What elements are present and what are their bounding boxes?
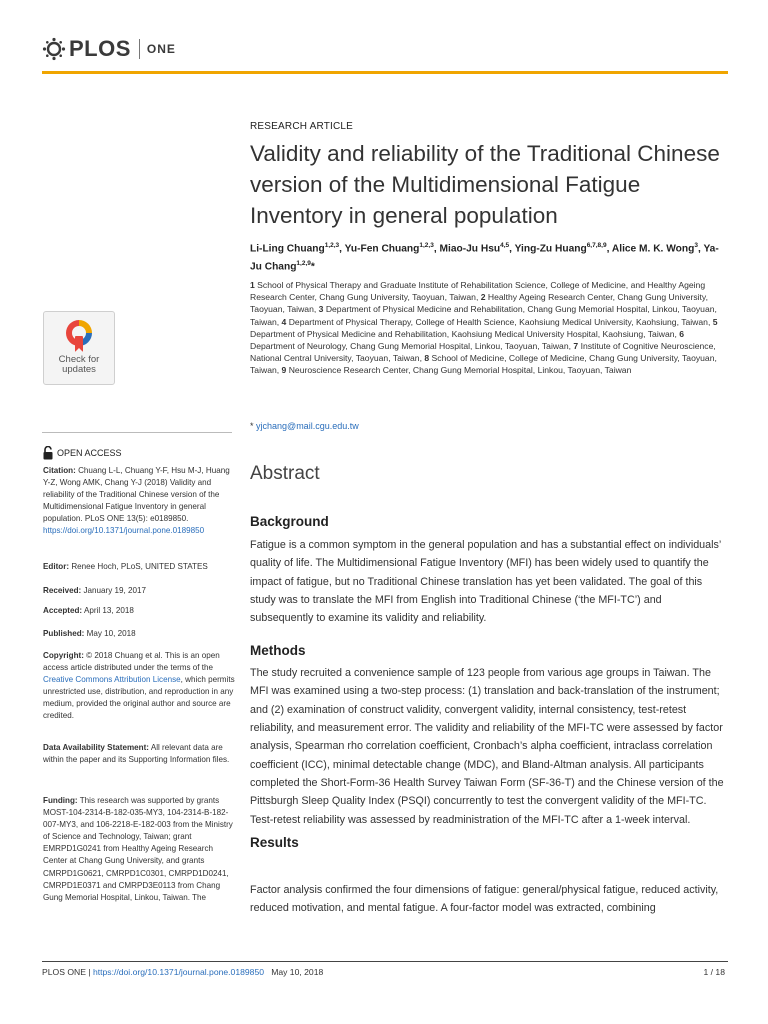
footer-citation: [42, 967, 323, 977]
header-rule: [42, 71, 728, 74]
data-availability-label: Data Availability Statement:: [43, 743, 149, 752]
author-name[interactable]: Ya-Ju Chang: [250, 243, 719, 273]
author-name[interactable]: Yu-Fen Chuang: [344, 243, 420, 255]
logo-divider: [139, 39, 140, 59]
author-list: Li-Ling Chuang$^{1,2,3}$, Yu-Fen Chuang$^{1,2,3}$, Miao-Ju Hsu$^{4,5}$, Ying-Zu Huang$^{6,7,8,9}$, Alice M. K. Wong$^3$, Ya-Ju Chang$^{1,2,9}$*: [250, 242, 719, 273]
citation-doi-link[interactable]: https://doi.org/10.1371/journal.pone.0189850: [43, 526, 205, 536]
received-label: Received:: [43, 586, 82, 595]
plos-logo-mark: [42, 36, 131, 62]
data-availability-text: All relevant data are within the paper and its Supporting Information files.: [43, 743, 230, 765]
citation-label: Citation:: [43, 466, 76, 475]
results-text: Factor analysis confirmed the four dimensions of fatigue: general/physical fatigue, reduced activity, reduced motivation, and mental fatigue. A four-factor model was extracted, combining: [250, 884, 719, 915]
affil-num: 7: [573, 341, 579, 352]
abstract-heading: Abstract: [250, 463, 320, 484]
author-name[interactable]: Ying-Zu Huang: [514, 243, 587, 255]
published-label: Published:: [43, 629, 85, 638]
open-access-label: [43, 446, 122, 460]
published-block: [43, 628, 239, 640]
copyright-text-after: , which permits unrestricted use, distribution, and reproduction in any medium, provided the original author and source are credited.: [43, 675, 235, 721]
author-affil-sup: 4,5: [500, 242, 510, 249]
affil-num: 5: [712, 316, 718, 327]
affil-text: Institute of Cognitive Neuroscience, National Central University, Taoyuan, Taiwan,: [250, 341, 716, 364]
author-affil-sup: 3: [694, 242, 698, 249]
accepted-date: April 13, 2018: [83, 606, 134, 615]
affil-num: 1: [250, 280, 255, 290]
editor-text: Renee Hoch, PLoS, UNITED STATES: [71, 562, 208, 571]
funding-text: This research was supported by grants MOST-104-2314-B-182-035-MY3, 104-2314-B-182-007-MY3, and 106-2218-E-182-003 from the Ministry of Science and Technology, Taiwan; grant EMRPD1G0241 from Healthy Ageing Research Center at Chang Gung University, and grants CMRPD1G0621, CMRPD1C0301, CMRPD1D0241, CMRPD1E0371 and CMRPD3E0113 from Chang Gung Memorial Hospital, Linkou, Taiwan. The: [43, 796, 233, 902]
corresponding-author: [250, 421, 359, 431]
affil-text: Department of Physical Medicine and Rehabilitation, Chang Gung Memorial Hospital, Linkou, Taoyuan, Taiwan,: [250, 304, 717, 327]
methods-heading: Methods: [250, 643, 306, 658]
author-name[interactable]: Miao-Ju Hsu: [439, 243, 501, 255]
author-name[interactable]: Li-Ling Chuang: [250, 243, 325, 255]
affil-text: Department of Neurology, Chang Gung Memorial Hospital, Linkou, Taoyuan, Taiwan,: [250, 341, 572, 352]
footer-rule: [42, 961, 728, 962]
funding-label: Funding:: [43, 796, 78, 805]
affil-num: 6: [679, 328, 685, 339]
footer-doi-link[interactable]: https://doi.org/10.1371/journal.pone.0189850: [92, 967, 265, 977]
open-lock-icon: [43, 446, 53, 460]
affil-num: 9: [281, 365, 287, 376]
published-date: May 10, 2018: [86, 629, 136, 638]
affil-num: 3: [318, 304, 324, 315]
author-name[interactable]: Alice M. K. Wong: [611, 243, 695, 255]
results-heading: Results: [250, 835, 299, 850]
affil-text: Healthy Ageing Research Center, Chang Gung University, Taoyuan, Taiwan,: [250, 292, 708, 315]
editor-block: [43, 561, 239, 573]
affil-text: School of Physical Therapy and Graduate Institute of Rehabilitation Science, College of Medicine, and Healthy Ageing Research Center, Chang Gung University, Taoyuan, Taiwan,: [250, 280, 706, 303]
copyright-label: Copyright:: [43, 651, 84, 660]
citation-block: [43, 465, 239, 538]
corresponding-star: *: [250, 421, 254, 431]
affil-num: 4: [281, 316, 287, 327]
plos-dots-icon: [42, 37, 66, 61]
affil-text: Department of Physical Medicine and Rehabilitation, Kaohsiung Medical University Hospital, Kaohsiung, Taiwan,: [250, 328, 677, 339]
check-for-updates-line1: Check for: [58, 354, 100, 365]
copyright-block: [43, 650, 239, 723]
background-heading: Background: [250, 514, 329, 529]
logo-one-text: ONE: [146, 42, 176, 56]
affil-text: School of Medicine, College of Medicine, Chang Gung University, Taoyuan, Taiwan,: [250, 353, 717, 376]
data-availability-block: [43, 742, 239, 766]
received-block: [43, 585, 239, 597]
plos-logo-text: PLOS: [69, 36, 131, 61]
author-affil-sup: 1,2,9: [296, 260, 311, 268]
affil-text: Neuroscience Research Center, Chang Gung Memorial Hospital, Linkou, Taoyuan, Taiwan: [288, 365, 632, 376]
footer-date: May 10, 2018: [271, 967, 324, 977]
background-text: Fatigue is a common symptom in the general population and has a substantial effect on individuals’ quality of life. The Multidimensional Fatigue Inventory (MFI) has been widely used to quantify the impact of fatigue, but no Traditional Chinese translation has yet been validated. The goal of this study was to translate the MFI from English into Traditional Chinese (‘the MFI-TC’) and subsequently to examine its validity and reliability.: [250, 539, 721, 625]
accepted-label: Accepted:: [43, 606, 83, 615]
methods-text: The study recruited a convenience sample of 123 people from various age groups in Taiwan. The MFI was examined using a two-step process: (1) translation and back-translation of the instrument; and (2) examination of construct validity, convergent validity, internal consistency, test-retest reliability, and measurement error. The validity and reliability of the MFI-TC were assessed by factor analysis, Spearman rho correlation coefficient, Cronbach’s alpha coefficient, intraclass correlation coefficient (ICC), minimal detectable change (MDC), and Bland-Altman analysis. All participants completed the Short-Form-36 Health Survey Taiwan Form (SF-36-T) and the Chinese version of the Pittsburgh Sleep Quality Index (PSQI) concurrently to test the convergent validity of the MFI-TC. Test-retest reliability was assessed by readministration of the MFI-TC after a 1-week interval.: [250, 667, 724, 826]
left-column-divider: [42, 432, 232, 433]
footer-journal: PLOS ONE |: [42, 967, 91, 977]
article-type: RESEARCH ARTICLE: [250, 121, 354, 132]
check-for-updates-badge[interactable]: [43, 311, 115, 385]
accepted-block: [43, 605, 239, 617]
copyright-text: © 2018 Chuang et al. This is an open access article distributed under the terms of the: [43, 651, 220, 673]
check-for-updates-line2: updates: [62, 364, 96, 375]
affil-text: Department of Physical Therapy, College of Health Science, Kaohsiung Medical University, Kaohsiung, Taiwan,: [288, 316, 711, 327]
article-title: Validity and reliability of the Traditional Chinese version of the Multidimensional Fatigue Inventory in general population: [250, 141, 720, 228]
author-affil-sup: 1,2,3: [419, 242, 434, 249]
funding-block: [43, 795, 239, 904]
affil-num: 2: [480, 292, 486, 303]
corresponding-mark: *: [310, 261, 315, 273]
affiliations: [250, 279, 725, 377]
received-date: January 19, 2017: [83, 586, 147, 595]
page-number: 1 / 18: [703, 967, 725, 977]
open-access-text: OPEN ACCESS: [57, 448, 122, 458]
check-for-updates-icon: [64, 318, 94, 354]
editor-label: Editor:: [43, 562, 70, 571]
affil-num: 8: [424, 353, 430, 364]
plos-one-logo[interactable]: [42, 36, 176, 62]
author-affil-sup: 6,7,8,9: [586, 242, 607, 249]
cc-license-link[interactable]: Creative Commons Attribution License: [43, 675, 181, 685]
author-affil-sup: 1,2,3: [324, 242, 340, 249]
corresponding-email-link[interactable]: yjchang@mail.cgu.edu.tw: [256, 421, 359, 431]
citation-text: Chuang L-L, Chuang Y-F, Hsu M-J, Huang Y-Z, Wong AMK, Chang Y-J (2018) Validity and reliability of the Traditional Chinese version of the Multidimensional Fatigue Inventory in general population. PLoS ONE 13(5): e0189850.: [43, 466, 230, 524]
